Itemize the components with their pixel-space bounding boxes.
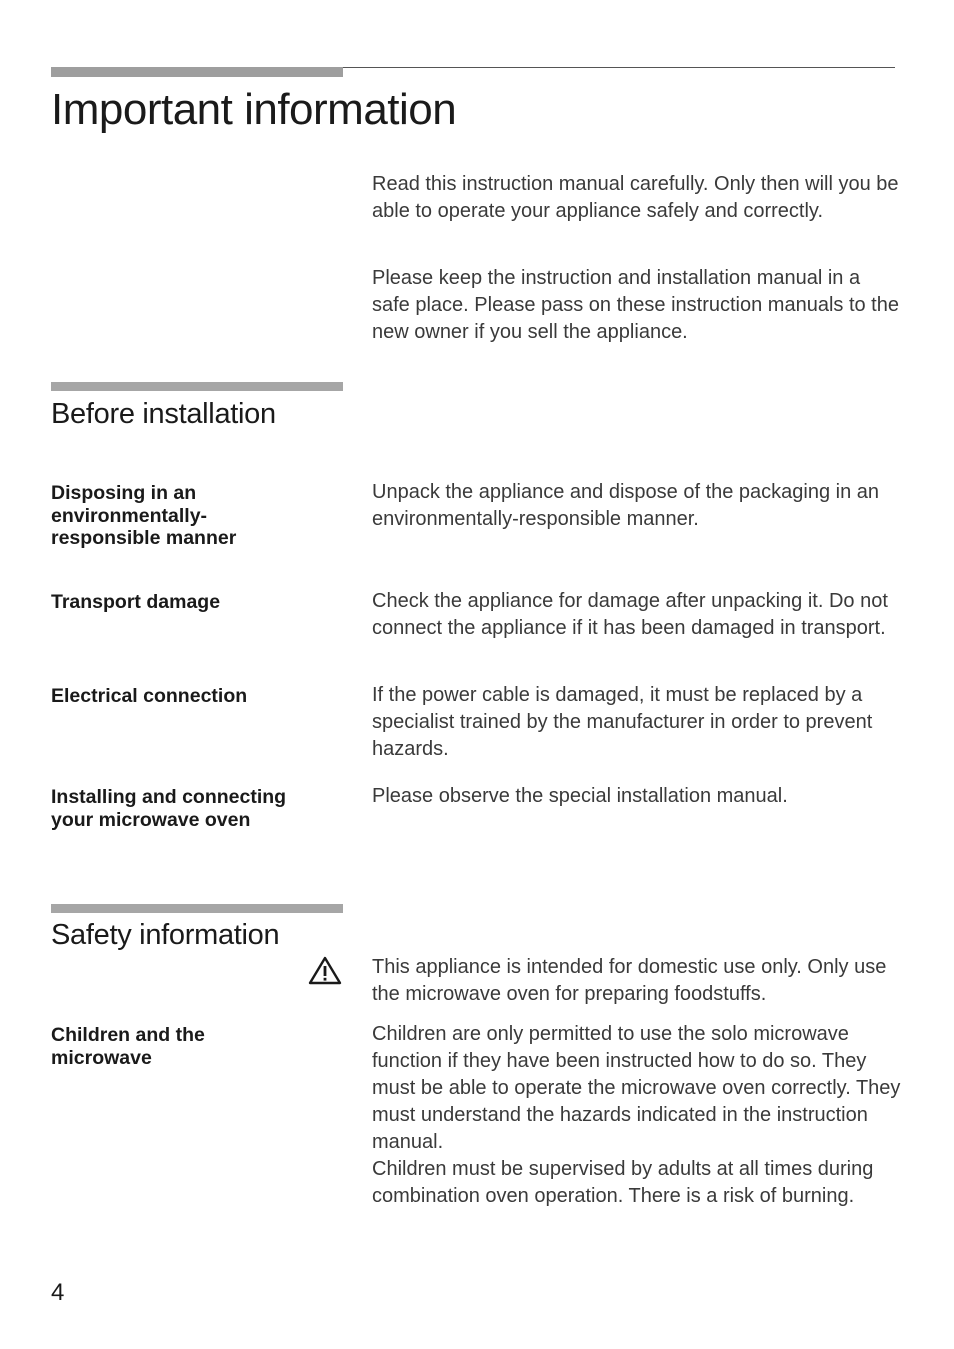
intro-paragraph-2: Please keep the instruction and installation manual in a safe place. Please pass on these instruction manuals to the new owner if you sell the appliance. [372,267,899,343]
text-transport-damage: Check the appliance for damage after unpacking it. Do not connect the appliance if it has been damaged in transport. [372,590,888,639]
label-disposing: Disposing in an environmentally-responsible manner [51,482,237,549]
text-safety-intro: This appliance is intended for domestic use only. Only use the microwave oven for preparing foodstuffs. [372,956,887,1005]
text-children-2: Children must be supervised by adults at all times during combination oven operation. There is a risk of burning. [372,1158,874,1207]
label-installing-connecting: Installing and connecting your microwave oven [51,786,287,831]
text-installing-connecting: Please observe the special installation manual. [372,785,788,807]
header-rule-thick [51,67,343,77]
text-children-1: Children are only permitted to use the solo microwave function if they have been instructed how to do so. They must be able to operate the microwave oven correctly. They must understand the hazards indicated in the instruction manual. [372,1023,901,1153]
section-bar-before-installation [51,382,343,391]
section-title-safety-information: Safety information [51,919,280,951]
page-number: 4 [51,1279,65,1306]
text-electrical-connection: If the power cable is damaged, it must be replaced by a specialist trained by the manufacturer in order to prevent hazards. [372,684,873,760]
intro-paragraph-1: Read this instruction manual carefully. Only then will you be able to operate your appliance safely and correctly. [372,173,899,222]
label-children-microwave: Children and the microwave [51,1024,205,1069]
section-title-before-installation: Before installation [51,398,276,430]
warning-triangle-icon [308,956,342,986]
section-bar-safety-information [51,904,343,913]
header-rule-thin [343,67,895,68]
label-transport-damage: Transport damage [51,591,221,613]
text-disposing: Unpack the appliance and dispose of the packaging in an environmentally-responsible manner. [372,481,880,530]
page-title: Important information [51,85,457,134]
label-electrical-connection: Electrical connection [51,685,248,707]
